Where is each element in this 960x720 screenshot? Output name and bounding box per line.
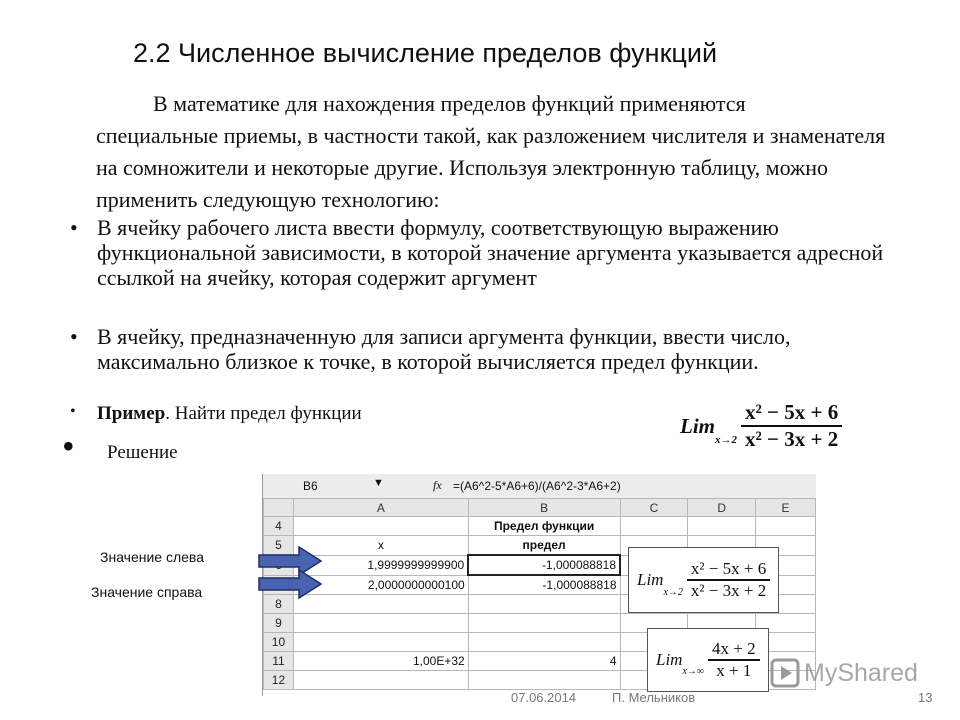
cell[interactable]: 4 bbox=[468, 652, 620, 671]
cell[interactable] bbox=[293, 517, 468, 536]
row-header[interactable]: 8 bbox=[264, 595, 294, 614]
example-text: . Найти предел функции bbox=[165, 403, 362, 424]
slide-title: 2.2 Численное вычисление пределов функций bbox=[133, 38, 718, 68]
formula-box-infinity-limit bbox=[647, 628, 769, 692]
bullet-item bbox=[70, 215, 890, 315]
cell[interactable] bbox=[293, 671, 468, 690]
bullet-icon: • bbox=[70, 215, 78, 240]
column-header[interactable]: B bbox=[468, 499, 620, 517]
cell[interactable]: 1,00E+32 bbox=[293, 652, 468, 671]
row-header[interactable]: 11 bbox=[264, 652, 294, 671]
watermark bbox=[770, 658, 918, 688]
fx-icon[interactable]: fx bbox=[433, 478, 442, 492]
lim-subscript: x→2 bbox=[715, 434, 737, 446]
formula-denominator: x + 1 bbox=[716, 661, 752, 680]
formula-numerator: x² − 5x + 6 bbox=[741, 400, 842, 427]
left-value-label: Значение слева bbox=[100, 549, 204, 565]
row-header[interactable]: 12 bbox=[264, 671, 294, 690]
cell[interactable] bbox=[468, 633, 620, 652]
cell[interactable] bbox=[468, 614, 620, 633]
formula-text[interactable]: =(A6^2-5*A6+6)/(A6^2-3*A6+2) bbox=[453, 479, 621, 493]
selected-cell[interactable]: -1,000088818 bbox=[468, 555, 620, 575]
dropdown-arrow-icon[interactable]: ▼ bbox=[373, 477, 384, 489]
cell[interactable]: x bbox=[293, 536, 468, 556]
cell[interactable]: -1,000088818 bbox=[468, 575, 620, 595]
column-header[interactable]: E bbox=[756, 499, 816, 517]
bullet-icon: • bbox=[70, 403, 76, 420]
lim-subscript: x→∞ bbox=[682, 666, 705, 677]
footer-date: 07.06.2014 bbox=[511, 690, 577, 705]
intro-rest: специальные приемы, в частности такой, как разложением числителя и знаменателя на сомножители и некоторые другие. Используя электронную таблицу, можно применить следующую технологию: bbox=[96, 123, 886, 212]
cell[interactable] bbox=[468, 671, 620, 690]
cell[interactable] bbox=[293, 633, 468, 652]
watermark-text: MyShared bbox=[804, 658, 918, 687]
lim-subscript: x→2 bbox=[663, 587, 683, 598]
cell[interactable] bbox=[620, 517, 688, 536]
row-header[interactable]: 4 bbox=[264, 517, 294, 536]
myshared-logo-icon bbox=[770, 658, 800, 688]
formula-bar bbox=[263, 474, 816, 499]
cell[interactable]: предел bbox=[468, 536, 620, 556]
arrow-right-icon bbox=[259, 547, 321, 575]
bullet-item bbox=[70, 324, 890, 400]
right-value-label: Значение справа bbox=[91, 584, 203, 600]
annotation-arrows bbox=[255, 544, 327, 600]
cell[interactable] bbox=[293, 614, 468, 633]
cell[interactable]: Предел функции bbox=[468, 517, 620, 536]
row-header[interactable]: 5 bbox=[264, 536, 294, 556]
solution-label: Решение bbox=[107, 442, 178, 463]
lim-symbol: Lim bbox=[680, 413, 715, 438]
corner-cell[interactable] bbox=[264, 499, 294, 517]
lim-symbol: Lim bbox=[637, 570, 664, 589]
row-header[interactable]: 9 bbox=[264, 614, 294, 633]
row-header[interactable]: 10 bbox=[264, 633, 294, 652]
intro-paragraph bbox=[96, 88, 896, 216]
arrow-right-icon bbox=[259, 570, 321, 598]
cell[interactable]: 1,9999999999900 bbox=[293, 555, 468, 575]
formula-box-left-right-limit bbox=[628, 547, 779, 613]
formula-denominator: x² − 3x + 2 bbox=[690, 581, 767, 600]
bullet-text: В ячейку рабочего листа ввести формулу, соответствующую выражению функциональной зависимости, в которой значение аргумента указывается адресной ссылкой на ячейку, которая содержит аргумент bbox=[97, 215, 884, 290]
cell[interactable]: 2,0000000000100 bbox=[293, 575, 468, 595]
footer-author: П. Мельников bbox=[612, 690, 696, 705]
bullet-icon: • bbox=[70, 324, 78, 349]
main-limit-formula bbox=[680, 400, 842, 452]
bullet-icon: • bbox=[62, 426, 75, 466]
page-number: 13 bbox=[918, 690, 933, 705]
lim-symbol: Lim bbox=[656, 650, 683, 669]
name-box[interactable]: B6 bbox=[303, 479, 318, 493]
formula-numerator: x² − 5x + 6 bbox=[687, 559, 770, 581]
cell[interactable] bbox=[688, 517, 756, 536]
column-header[interactable]: D bbox=[688, 499, 756, 517]
cell[interactable] bbox=[468, 595, 620, 614]
intro-first-line: В математике для нахождения пределов функций применяются bbox=[153, 91, 746, 116]
formula-denominator: x² − 3x + 2 bbox=[745, 427, 839, 451]
bullet-text: В ячейку, предназначенную для записи аргумента функции, ввести число, максимально близкое к точке, в которой вычисляется предел функции. bbox=[97, 324, 791, 374]
cell[interactable] bbox=[756, 517, 816, 536]
column-header[interactable]: A bbox=[293, 499, 468, 517]
example-label: Пример bbox=[97, 403, 166, 424]
formula-numerator: 4x + 2 bbox=[708, 639, 760, 661]
column-header[interactable]: C bbox=[620, 499, 688, 517]
